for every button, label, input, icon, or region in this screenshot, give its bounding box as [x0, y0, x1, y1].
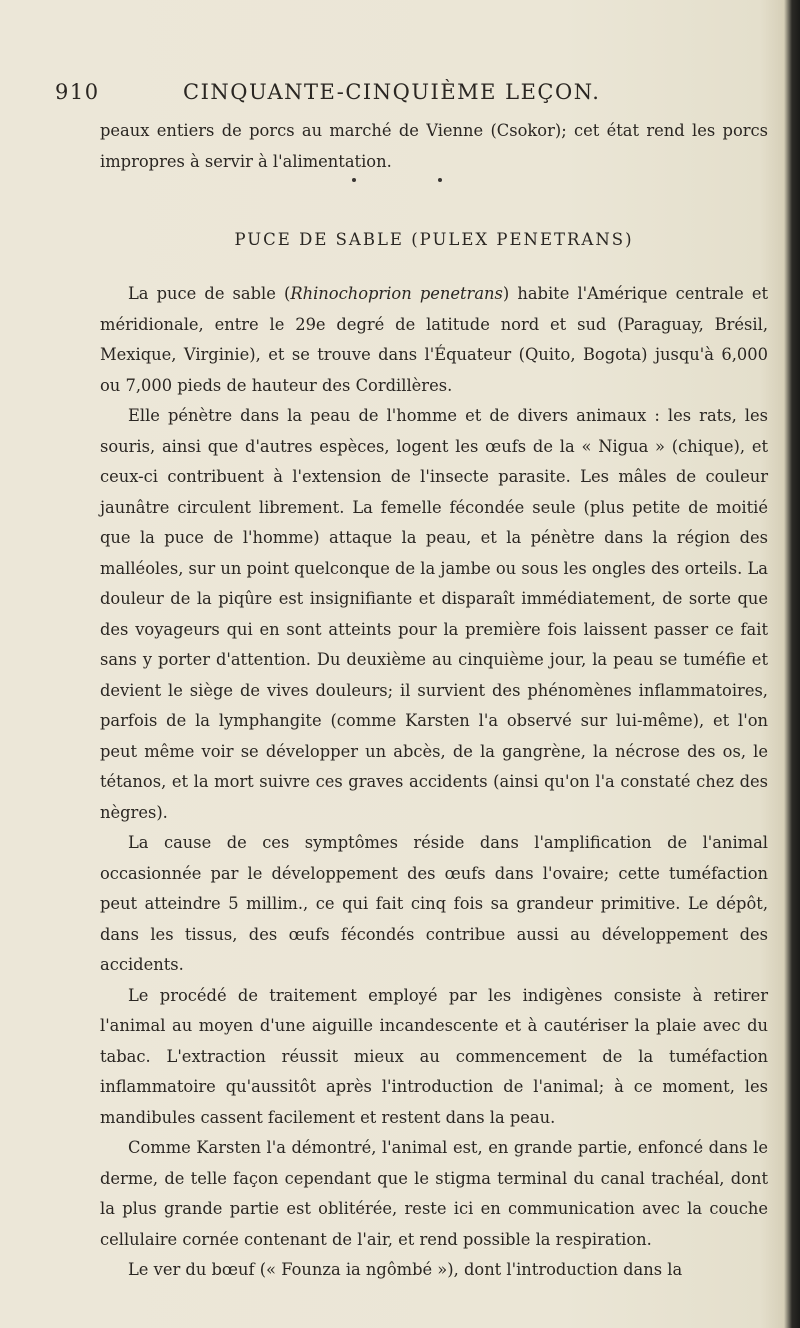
running-title: CINQUANTE-CINQUIÈME LEÇON.	[183, 80, 601, 104]
section-title: PUCE DE SABLE (PULEX PENETRANS)	[234, 230, 634, 249]
intro-paragraph: peaux entiers de porcs au marché de Vienne (Csokor); cet état rend les porcs impropres à servir à l'alimentation.	[100, 121, 768, 171]
paragraph-karsten: Comme Karsten l'a démontré, l'animal est, en grande partie, enfoncé dans le derme, de telle façon cependant que le stigma terminal du canal trachéal, dont la plus grande partie est oblitérée, reste ici en communication avec la couche cellulaire cornée contenant de l'air, et rend possible la respiration.	[100, 1138, 768, 1249]
paragraph-habitat	[100, 279, 768, 401]
page-body	[100, 116, 768, 1286]
paragraph-habitat-lead: La puce de sable (	[128, 284, 291, 303]
paragraph-penetration: Elle pénètre dans la peau de l'homme et de divers animaux : les rats, les souris, ainsi que d'autres espèces, logent les œufs de la « Nigua » (chique), et ceux-ci contribuent à l'extension de l'insecte parasite. Les mâles de couleur jaunâtre circulent librement. La femelle fécondée seule (plus petite de moitié que la puce de l'homme) attaque la peau, et la pénètre dans la région des malléoles, sur un point quelconque de la jambe ou sous les ongles des orteils. La douleur de la piqûre est insignifiante et disparaît immédiatement, de sorte que des voyageurs qui en sont atteints pour la première fois laissent passer ce fait sans y porter d'attention. Du deuxième au cinquième jour, la peau se tuméfie et devient le siège de vives douleurs; il survient des phénomènes inflammatoires, parfois de la lymphangite (comme Karsten l'a observé sur lui-même), et l'on peut même voir se développer un abcès, de la gangrène, la nécrose des os, le tétanos, et la mort suivre ces graves accidents (ainsi qu'on l'a constaté chez des nègres).	[100, 406, 768, 822]
paragraph-treatment: Le procédé de traitement employé par les indigènes consiste à retirer l'animal au moyen d'une aiguille incandescente et à cautériser la plaie avec du tabac. L'extraction réussit mieux au commencement de la tuméfaction inflammatoire qu'aussitôt après l'introduction de l'animal; à ce moment, les mandibules cassent facilement et restent dans la peau.	[100, 985, 768, 1127]
page-number: 910	[55, 80, 100, 104]
species-name: Rhinochoprion penetrans	[290, 284, 503, 303]
paragraph-cause: La cause de ces symptômes réside dans l'amplification de l'animal occasionnée par le développement des œufs dans l'ovaire; cette tuméfaction peut atteindre 5 millim., ce qui fait cinq fois sa grandeur primitive. Le dépôt, dans les tissus, des œufs fécondés contribue aussi au développement des accidents.	[100, 833, 768, 974]
paragraph-ver-du-boeuf: Le ver du bœuf (« Founza ia ngômbé »), dont l'introduction dans la	[128, 1260, 683, 1279]
paragraph-habitat-rest: ) habite l'Amérique centrale et méridionale, entre le 29e degré de latitude nord et sud (Paraguay, Brésil, Mexique, Virginie), et se trouve dans l'Équateur (Quito, Bogota) jusqu'à 6,000 ou 7,000 pieds de hauteur des Cordillères.	[100, 284, 768, 395]
